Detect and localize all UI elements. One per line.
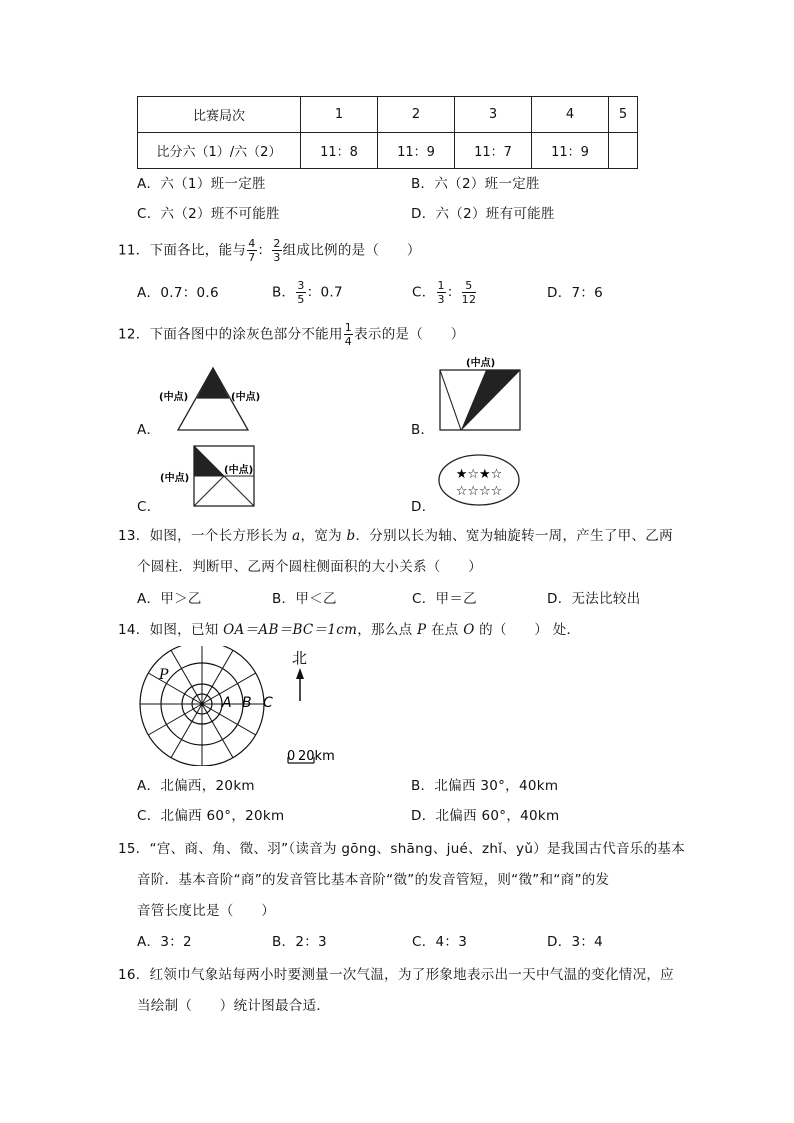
- figure-stars-ellipse: [436, 452, 522, 508]
- q14-equation: OA＝AB＝BC＝1cm: [223, 622, 358, 638]
- point-b-label: B: [242, 695, 252, 711]
- q14-text: ，那么点: [357, 622, 418, 638]
- q11-stem-post: 组成比例的是（ ）: [282, 242, 421, 259]
- midpoint-label: (中点): [160, 473, 190, 484]
- q12-option-b: B．: [411, 422, 435, 438]
- shaded-region: [197, 368, 229, 398]
- scale-bar: [284, 744, 354, 768]
- q13-text: ，宽为: [300, 528, 347, 544]
- figure-rectangle: [436, 354, 526, 434]
- q11-option-d: D．7：6: [547, 285, 604, 301]
- q11-option-b: [272, 280, 343, 305]
- table-cell: 2: [378, 97, 455, 133]
- q14-stem: [118, 620, 580, 640]
- colon: ：: [257, 242, 272, 259]
- north-label: 北: [292, 649, 308, 667]
- midpoint-label: (中点): [231, 392, 261, 403]
- q14-text: 14．如图，已知: [118, 622, 224, 638]
- q15-option-b: B．2：3: [272, 934, 327, 950]
- q14-text: 在点: [426, 622, 464, 638]
- denominator: 12: [461, 293, 477, 306]
- q13-option-c: C．甲＝乙: [412, 591, 477, 607]
- figure-triangle: [158, 362, 268, 434]
- q12-option-d: D．: [411, 499, 436, 515]
- stars-row-1: ★☆★☆: [455, 467, 503, 482]
- var-a: a: [292, 528, 301, 544]
- var-p: P: [417, 622, 427, 638]
- table-cell: [609, 133, 638, 169]
- option-letter: C．: [412, 284, 436, 301]
- fraction: [272, 238, 281, 263]
- table-header-row: [138, 97, 638, 133]
- q10-option-b: B．六（2）班一定胜: [411, 176, 540, 192]
- q10-option-d: D．六（2）班有可能胜: [411, 206, 555, 222]
- denominator: 3: [437, 293, 445, 306]
- q14-text: 的（ ） 处．: [474, 622, 581, 638]
- option-letter: B．: [272, 284, 296, 301]
- q13-option-d: D．无法比较出: [547, 591, 641, 607]
- q15-option-a: A．3：2: [137, 934, 192, 950]
- q11-stem: [118, 238, 421, 263]
- point-p-label: P: [159, 667, 169, 683]
- q13-text: 13．如图，一个长方形长为: [118, 528, 293, 544]
- q10-option-c: C．六（2）班不可能胜: [137, 206, 280, 222]
- grid-spoke: [202, 704, 233, 758]
- diagonal-line: [194, 476, 224, 506]
- numerator: 1: [437, 279, 445, 292]
- numerator: 3: [297, 279, 305, 292]
- midpoint-label: (中点): [466, 358, 496, 369]
- q15-option-c: C．4：3: [412, 934, 468, 950]
- grid-spoke: [171, 704, 202, 758]
- denominator: 4: [344, 335, 353, 348]
- midpoint-label: (中点): [224, 465, 254, 476]
- scale-zero: 0: [287, 749, 296, 764]
- q13-line-1: [118, 526, 673, 546]
- q12-option-c: C．: [137, 499, 161, 515]
- polar-grid-figure: [136, 646, 286, 766]
- diagonal-line: [440, 370, 461, 430]
- denominator: 3: [273, 251, 281, 264]
- q13-text: ．分别以长为轴、宽为轴旋转一周，产生了甲、乙两: [355, 528, 673, 544]
- q11-option-c: [412, 280, 477, 305]
- q12-stem-pre: 12．下面各图中的涂灰色部分不能用: [118, 326, 343, 343]
- numerator: 4: [248, 237, 256, 250]
- table-cell: 比赛局次: [138, 97, 301, 133]
- point-c-label: C: [263, 695, 273, 711]
- grid-spoke: [171, 650, 202, 704]
- q14-option-c: C．北偏西 60°，20km: [137, 808, 285, 824]
- var-o: O: [463, 622, 475, 638]
- midpoint-label: (中点): [159, 392, 189, 403]
- denominator: 5: [297, 293, 305, 306]
- figure-square: [160, 442, 260, 514]
- table-cell: 比分六（1）/六（2）: [138, 133, 301, 169]
- fraction: [296, 280, 305, 305]
- table-cell: 11：7: [455, 133, 532, 169]
- table-cell: 4: [532, 97, 609, 133]
- table-cell: 11：9: [532, 133, 609, 169]
- numerator: 2: [273, 237, 281, 250]
- table-cell: 3: [455, 97, 532, 133]
- score-table: [137, 96, 638, 169]
- q14-option-b: B．北偏西 30°，40km: [411, 778, 559, 794]
- table-cell: 11：8: [301, 133, 378, 169]
- var-b: b: [346, 528, 356, 544]
- table-cell: 1: [301, 97, 378, 133]
- q14-option-a: A．北偏西，20km: [137, 778, 255, 794]
- q11-stem-pre: 11．下面各比，能与: [118, 242, 247, 259]
- q10-option-a: A．六（1）班一定胜: [137, 176, 266, 192]
- q15-line-2: 音阶．基本音阶“商”的发音管比基本音阶“徵”的发音管短，则“徵”和“商”的发: [137, 872, 610, 888]
- q12-stem: [118, 322, 465, 347]
- fraction: [462, 280, 477, 305]
- numerator: 1: [344, 321, 353, 334]
- numerator: 5: [462, 280, 477, 293]
- fraction: [437, 280, 446, 305]
- grid-spoke: [148, 704, 202, 735]
- table-cell: 5: [609, 97, 638, 133]
- table-score-row: [138, 133, 638, 169]
- q13-option-a: A．甲＞乙: [137, 591, 202, 607]
- point-a-label: A: [222, 695, 232, 711]
- arrow-up-icon: [296, 668, 304, 679]
- fraction: [344, 322, 353, 347]
- fraction: [247, 238, 256, 263]
- q15-line-1: 15．“宫、商、角、徵、羽”（读音为 gōng、shāng、jué、zhǐ、yǔ）是我国古代音乐的基本: [118, 841, 685, 857]
- colon: ：: [446, 284, 461, 301]
- stars-row-2: ☆☆☆☆: [455, 484, 503, 499]
- table-cell: 11：9: [378, 133, 455, 169]
- q15-option-d: D．3：4: [547, 934, 604, 950]
- option-rest: ：0.7: [306, 284, 343, 301]
- q15-line-3: 音管长度比是（ ）: [137, 903, 275, 919]
- grid-spoke: [148, 673, 202, 704]
- q13-line-2: 个圆柱．判断甲、乙两个圆柱侧面积的大小关系（ ）: [137, 559, 482, 575]
- q16-line-1: 16．红领巾气象站每两小时要测量一次气温，为了形象地表示出一天中气温的变化情况，应: [118, 967, 674, 983]
- scale-distance: 20km: [298, 749, 335, 764]
- q13-option-b: B．甲＜乙: [272, 591, 337, 607]
- q12-option-a: A．: [137, 422, 161, 438]
- q16-line-2: 当绘制（ ）统计图最合适．: [137, 998, 331, 1014]
- q11-option-a: A．0.7：0.6: [137, 285, 219, 301]
- north-arrow: [288, 646, 318, 706]
- q12-stem-post: 表示的是（ ）: [354, 326, 465, 343]
- denominator: 7: [248, 251, 256, 264]
- q14-option-d: D．北偏西 60°，40km: [411, 808, 560, 824]
